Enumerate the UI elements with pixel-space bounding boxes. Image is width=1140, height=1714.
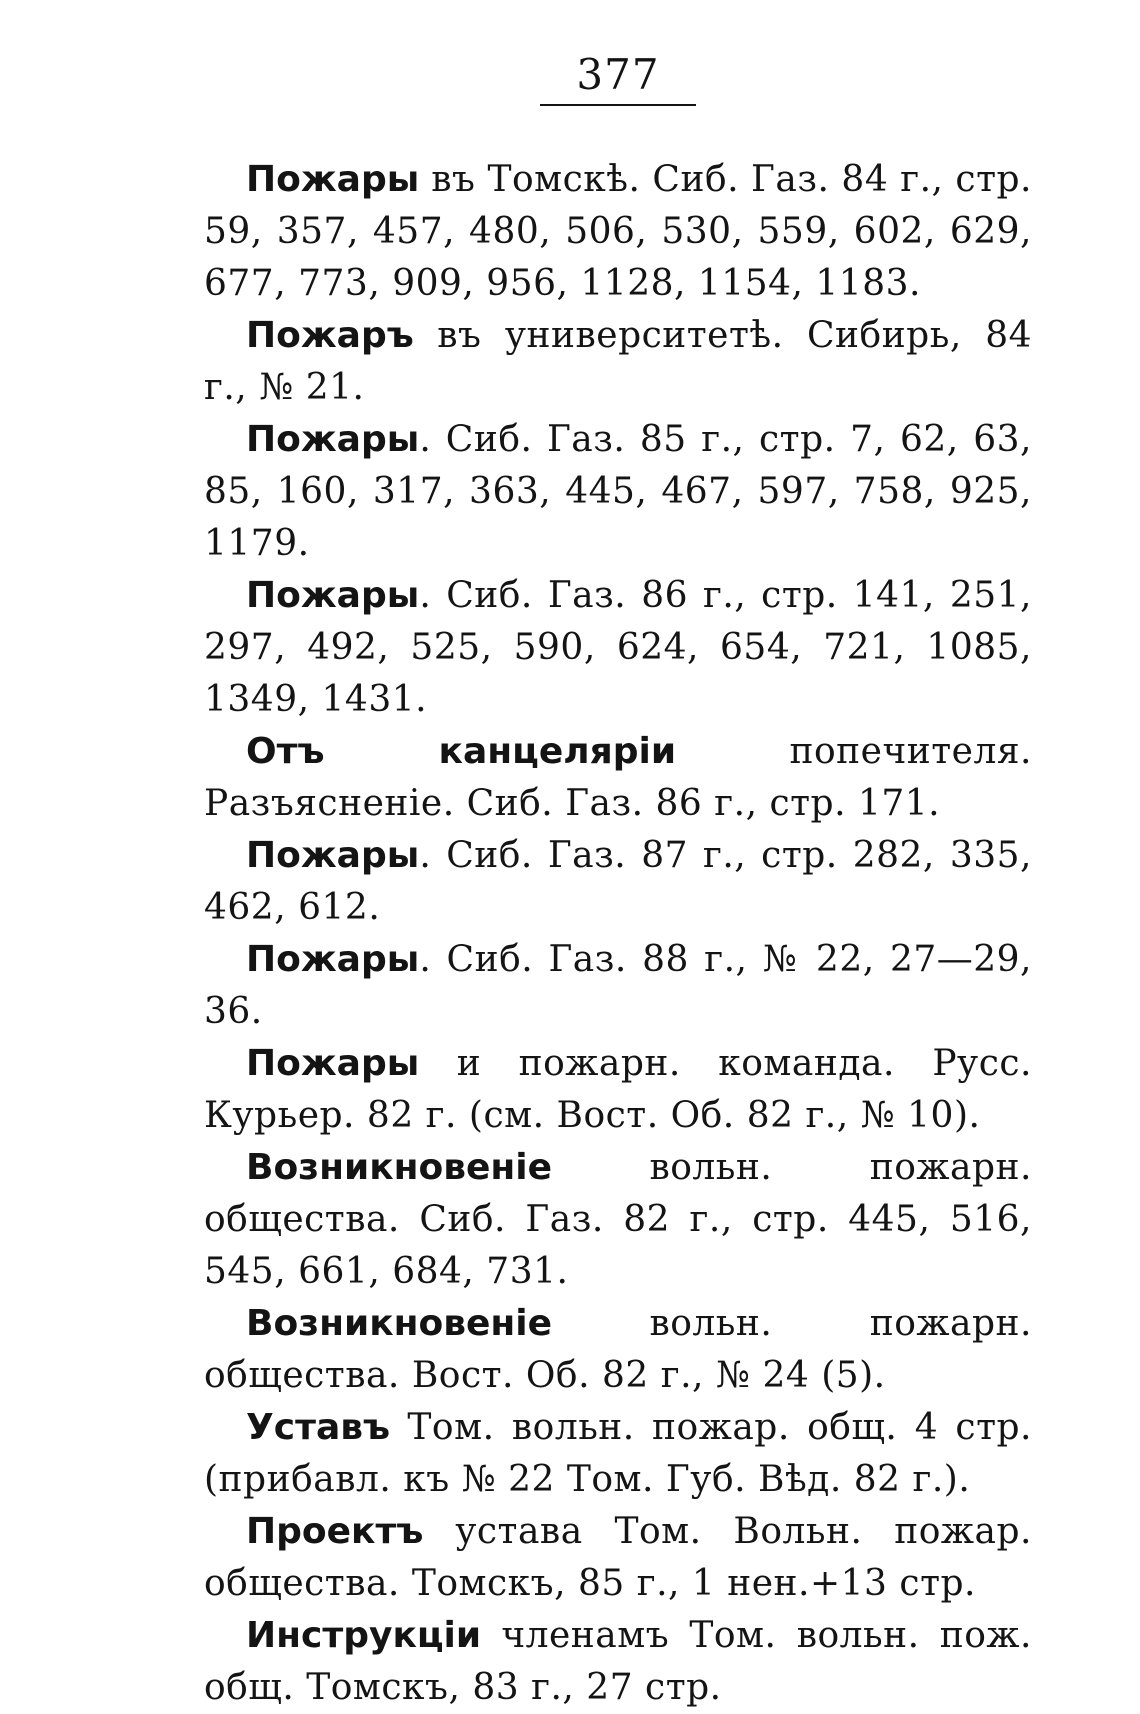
entry-text: Том. вольн. пожар. общ. 4 стр. (прибавл. къ № 22 Том. Губ. Вѣд. 82 г.). xyxy=(204,1407,1032,1500)
entry-heading: Пожары xyxy=(246,939,420,980)
entry-text: вольн. пожарн. общества. Сиб. Газ. 82 г., стр. 445, 516, 545, 661, 684, 731. xyxy=(204,1147,1032,1292)
entry-text: . Сиб. Газ. 86 г., стр. 141, 251, 297, 492, 525, 590, 624, 654, 721, 1085, 1349, 1431. xyxy=(204,575,1032,720)
entry-text: . Сиб. Газ. 87 г., стр. 282, 335, 462, 612. xyxy=(204,835,1032,928)
entry-heading: Отъ канцеляріи xyxy=(246,731,677,772)
bibliography-entry xyxy=(204,414,1032,570)
entry-heading: Пожаръ xyxy=(246,315,414,356)
entry-heading: Пожары xyxy=(246,1043,420,1084)
bibliography-entry xyxy=(204,1142,1032,1298)
bibliography-list xyxy=(204,154,1032,1714)
entry-heading: Инструкціи xyxy=(246,1615,482,1656)
entry-text: вольн. пожарн. общества. Вост. Об. 82 г., № 24 (5). xyxy=(204,1303,1032,1396)
entry-text: . Сиб. Газ. 88 г., № 22, 27—29, 36. xyxy=(204,939,1032,1032)
bibliography-entry xyxy=(204,154,1032,310)
entry-text: въ университетѣ. Сибирь, 84 г., № 21. xyxy=(204,315,1032,408)
bibliography-entry xyxy=(204,570,1032,726)
bibliography-entry xyxy=(204,726,1032,830)
entry-text: и пожарн. команда. Русс. Курьер. 82 г. (см. Вост. Об. 82 г., № 10). xyxy=(204,1043,1032,1136)
entry-heading: Проектъ xyxy=(246,1511,424,1552)
entry-text: . Сиб. Газ. 85 г., стр. 7, 62, 63, 85, 160, 317, 363, 445, 467, 597, 758, 925, 1179. xyxy=(204,419,1032,564)
page-number-rule xyxy=(540,104,696,106)
entry-heading: Возникновеніе xyxy=(246,1303,553,1344)
entry-heading: Пожары xyxy=(246,159,420,200)
entry-heading: Пожары xyxy=(246,575,420,616)
bibliography-entry xyxy=(204,1402,1032,1506)
entry-text: устава Том. Вольн. пожар. общества. Томскъ, 85 г., 1 нен.+13 стр. xyxy=(204,1511,1032,1604)
entry-text: въ Томскѣ. Сиб. Газ. 84 г., стр. 59, 357, 457, 480, 506, 530, 559, 602, 629, 677, 773, 909, 956, 1128, 1154, 1183. xyxy=(204,159,1032,304)
bibliography-entry xyxy=(204,830,1032,934)
bibliography-entry xyxy=(204,310,1032,414)
entry-text: попечителя. Разъясненіе. Сиб. Газ. 86 г., стр. 171. xyxy=(204,731,1032,824)
bibliography-entry xyxy=(204,1506,1032,1610)
bibliography-entry xyxy=(204,1298,1032,1402)
entry-heading: Уставъ xyxy=(246,1407,391,1448)
entry-heading: Возникновеніе xyxy=(246,1147,553,1188)
entry-text: членамъ Том. вольн. пож. общ. Томскъ, 83 г., 27 стр. xyxy=(204,1615,1032,1708)
entry-heading: Пожары xyxy=(246,835,420,876)
page-number: 377 xyxy=(576,50,660,99)
bibliography-entry xyxy=(204,1038,1032,1142)
bibliography-entry xyxy=(204,934,1032,1038)
bibliography-entry xyxy=(204,1610,1032,1714)
entry-heading: Пожары xyxy=(246,419,420,460)
